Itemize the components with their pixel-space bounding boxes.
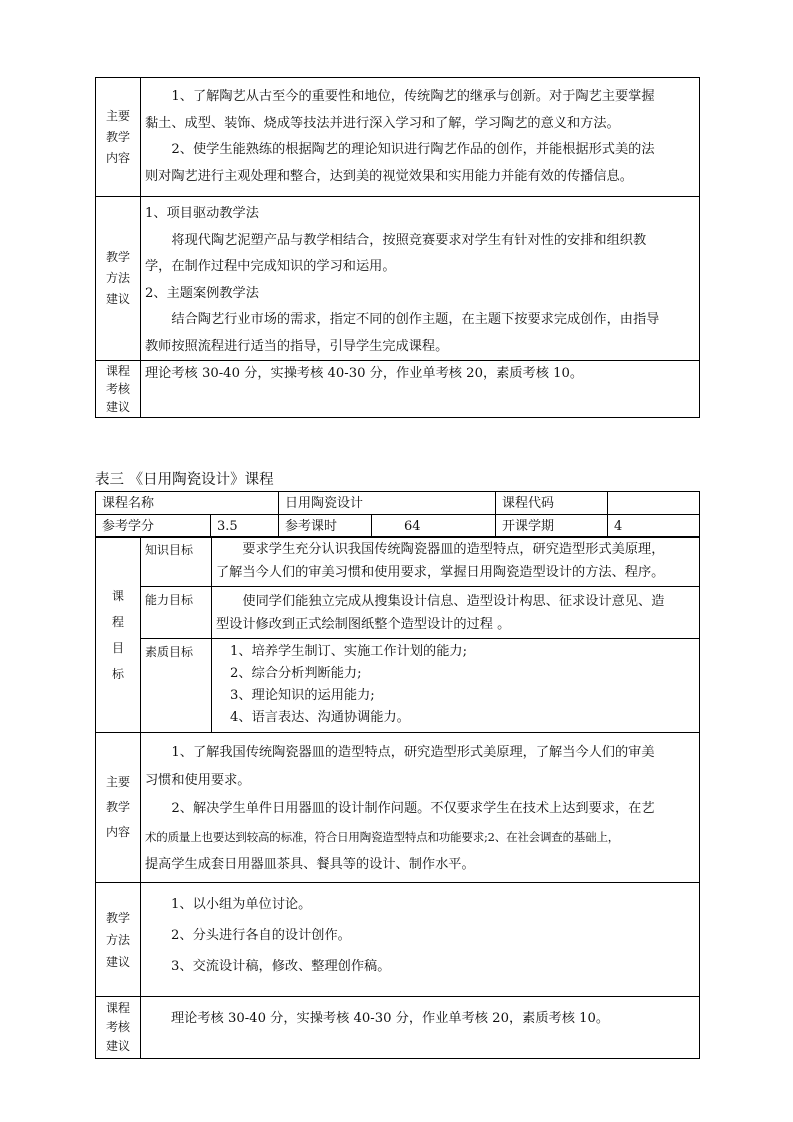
- row-label-teaching-methods: [96, 883, 141, 997]
- label-line: 课程: [105, 364, 130, 378]
- label-line: 建议: [105, 292, 130, 306]
- table-row: [96, 733, 700, 883]
- label-line: 教学: [105, 129, 130, 144]
- paragraph-line: 结合陶艺行业市场的需求，指定不同的创作主题，在主题下按要求完成创作，由指导: [171, 312, 660, 327]
- paragraph-line: 则对陶艺进行主观处理和整合，达到美的视觉效果和实用能力并能有效的传播信息。: [145, 168, 633, 184]
- course-code-label: 课程代码: [496, 492, 608, 515]
- list-item: 2、综合分析判断能力;: [230, 666, 362, 681]
- assessment-cell: [141, 997, 700, 1059]
- table-row: [96, 361, 700, 418]
- row-label-teaching-methods: [96, 197, 141, 361]
- label-line: 课程: [105, 1001, 130, 1015]
- label-line: 课: [111, 588, 124, 603]
- ability-goal-label: 能力目标: [141, 587, 212, 639]
- label-line: 标: [111, 666, 124, 681]
- list-item: 2、分头进行各自的设计创作。: [171, 928, 351, 943]
- list-item: 4、语言表达、沟通协调能力。: [230, 710, 410, 725]
- label-line: 教学: [105, 250, 130, 264]
- table-row: [96, 197, 700, 361]
- table-2-header: [95, 491, 700, 538]
- table-row: [96, 997, 700, 1059]
- paragraph-line: 了解当今人们的审美习惯和使用要求，掌握日用陶瓷造型设计的方法、程序。: [216, 565, 665, 580]
- paragraph-line: 理论考核 30-40 分，实操考核 40-30 分，作业单考核 20，素质考核 10。: [145, 366, 584, 381]
- label-line: 教学: [105, 910, 130, 925]
- paragraph-line: 术的质量上也要达到较高的标准，符合日用陶瓷造型特点和功能要求;2、在社会调查的基础上，: [145, 830, 620, 844]
- table-row: [96, 883, 700, 997]
- table-2-goals: [95, 536, 700, 733]
- knowledge-goal-label: 知识目标: [141, 537, 212, 587]
- paragraph-line: 2、使学生能熟练的根据陶艺的理论知识进行陶艺作品的创作，并能根据形式美的法: [171, 142, 655, 157]
- table-row: [96, 639, 700, 733]
- paragraph-line: 黏土、成型、装饰、烧成等技法并进行深入学习和了解，学习陶艺的意义和方法。: [145, 115, 620, 131]
- paragraph-line: 2、解决学生单件日用器皿的设计制作问题。不仅要求学生在技术上达到要求，在艺: [171, 801, 655, 816]
- label-line: 方法: [105, 271, 130, 285]
- label-line: 目: [111, 640, 124, 655]
- label-line: 主要: [105, 775, 130, 789]
- table-row: [96, 587, 700, 639]
- semester-value: 4: [608, 515, 700, 538]
- course-name-label: 课程名称: [96, 492, 279, 515]
- paragraph-line: 1、了解我国传统陶瓷器皿的造型特点，研究造型形式美原理，了解当今人们的审美: [171, 745, 655, 760]
- label-line: 程: [111, 614, 124, 629]
- label-line: 考核: [105, 382, 130, 396]
- row-label-course-goals: [96, 537, 141, 733]
- credits-label: 参考学分: [96, 515, 211, 538]
- teaching-methods-cell: [141, 197, 700, 361]
- semester-label: 开课学期: [496, 515, 608, 538]
- label-line: 方法: [105, 932, 130, 947]
- list-item: 3、交流设计稿，修改、整理创作稿。: [171, 959, 391, 974]
- hours-value: 64: [372, 515, 496, 538]
- knowledge-goal-cell: [212, 537, 700, 587]
- paragraph-line: 提高学生成套日用器皿茶具、餐具等的设计、制作水平。: [145, 857, 475, 872]
- main-content-cell: [141, 733, 700, 883]
- quality-goal-cell: [212, 639, 700, 733]
- list-item: 1、以小组为单位讨论。: [171, 897, 312, 912]
- label-line: 主要: [105, 108, 130, 123]
- assessment-cell: [141, 361, 700, 418]
- label-line: 教学: [105, 800, 130, 814]
- table-row: [96, 78, 700, 197]
- table-2-body: [95, 732, 700, 1059]
- label-line: 建议: [105, 400, 130, 414]
- credits-value: 3.5: [211, 515, 279, 538]
- table-title: 表三 《日用陶瓷设计》课程: [95, 472, 274, 488]
- label-line: 内容: [105, 150, 130, 165]
- paragraph-line: 使同学们能独立完成从搜集设计信息、造型设计构思、征求设计意见、造: [242, 594, 665, 609]
- paragraph-line: 学，在制作过程中完成知识的学习和运用。: [145, 259, 396, 274]
- label-line: 建议: [105, 954, 130, 969]
- list-item: 3、理论知识的运用能力;: [230, 688, 375, 703]
- paragraph-line: 要求学生充分认识我国传统陶瓷器皿的造型特点，研究造型形式美原理，: [242, 542, 665, 557]
- table-row: [96, 515, 700, 538]
- quality-goal-label: 素质目标: [141, 639, 212, 733]
- paragraph-line: 2、主题案例教学法: [145, 285, 259, 301]
- course-name-value: 日用陶瓷设计: [279, 492, 496, 515]
- list-item: 1、培养学生制订、实施工作计划的能力;: [230, 644, 468, 659]
- label-line: 考核: [105, 1020, 130, 1034]
- paragraph-line: 1、项目驱动教学法: [145, 206, 259, 221]
- label-line: 建议: [105, 1039, 130, 1053]
- label-line: 内容: [105, 825, 130, 839]
- row-label-assessment: [96, 997, 141, 1059]
- row-label-main-content: [96, 733, 141, 883]
- paragraph-line: 将现代陶艺泥塑产品与教学相结合，按照竞赛要求对学生有针对性的安排和组织教: [171, 232, 647, 248]
- course-code-value: [608, 492, 700, 515]
- row-label-main-content: [96, 78, 141, 197]
- paragraph-line: 教师按照流程进行适当的指导，引导学生完成课程。: [145, 338, 449, 354]
- paragraph-line: 1、了解陶艺从古至今的重要性和地位，传统陶艺的继承与创新。对于陶艺主要掌握: [171, 89, 655, 104]
- table-row: [96, 537, 700, 587]
- table-1: [95, 77, 700, 418]
- paragraph-line: 理论考核 30-40 分，实操考核 40-30 分，作业单考核 20，素质考核 10。: [171, 1011, 610, 1026]
- main-content-cell: [141, 78, 700, 197]
- teaching-methods-cell: [141, 883, 700, 997]
- row-label-assessment: [96, 361, 141, 418]
- paragraph-line: 型设计修改到正式绘制图纸整个造型设计的过程 。: [216, 617, 511, 632]
- paragraph-line: 习惯和使用要求。: [145, 773, 251, 788]
- ability-goal-cell: [212, 587, 700, 639]
- table-row: [96, 492, 700, 515]
- hours-label: 参考课时: [279, 515, 372, 538]
